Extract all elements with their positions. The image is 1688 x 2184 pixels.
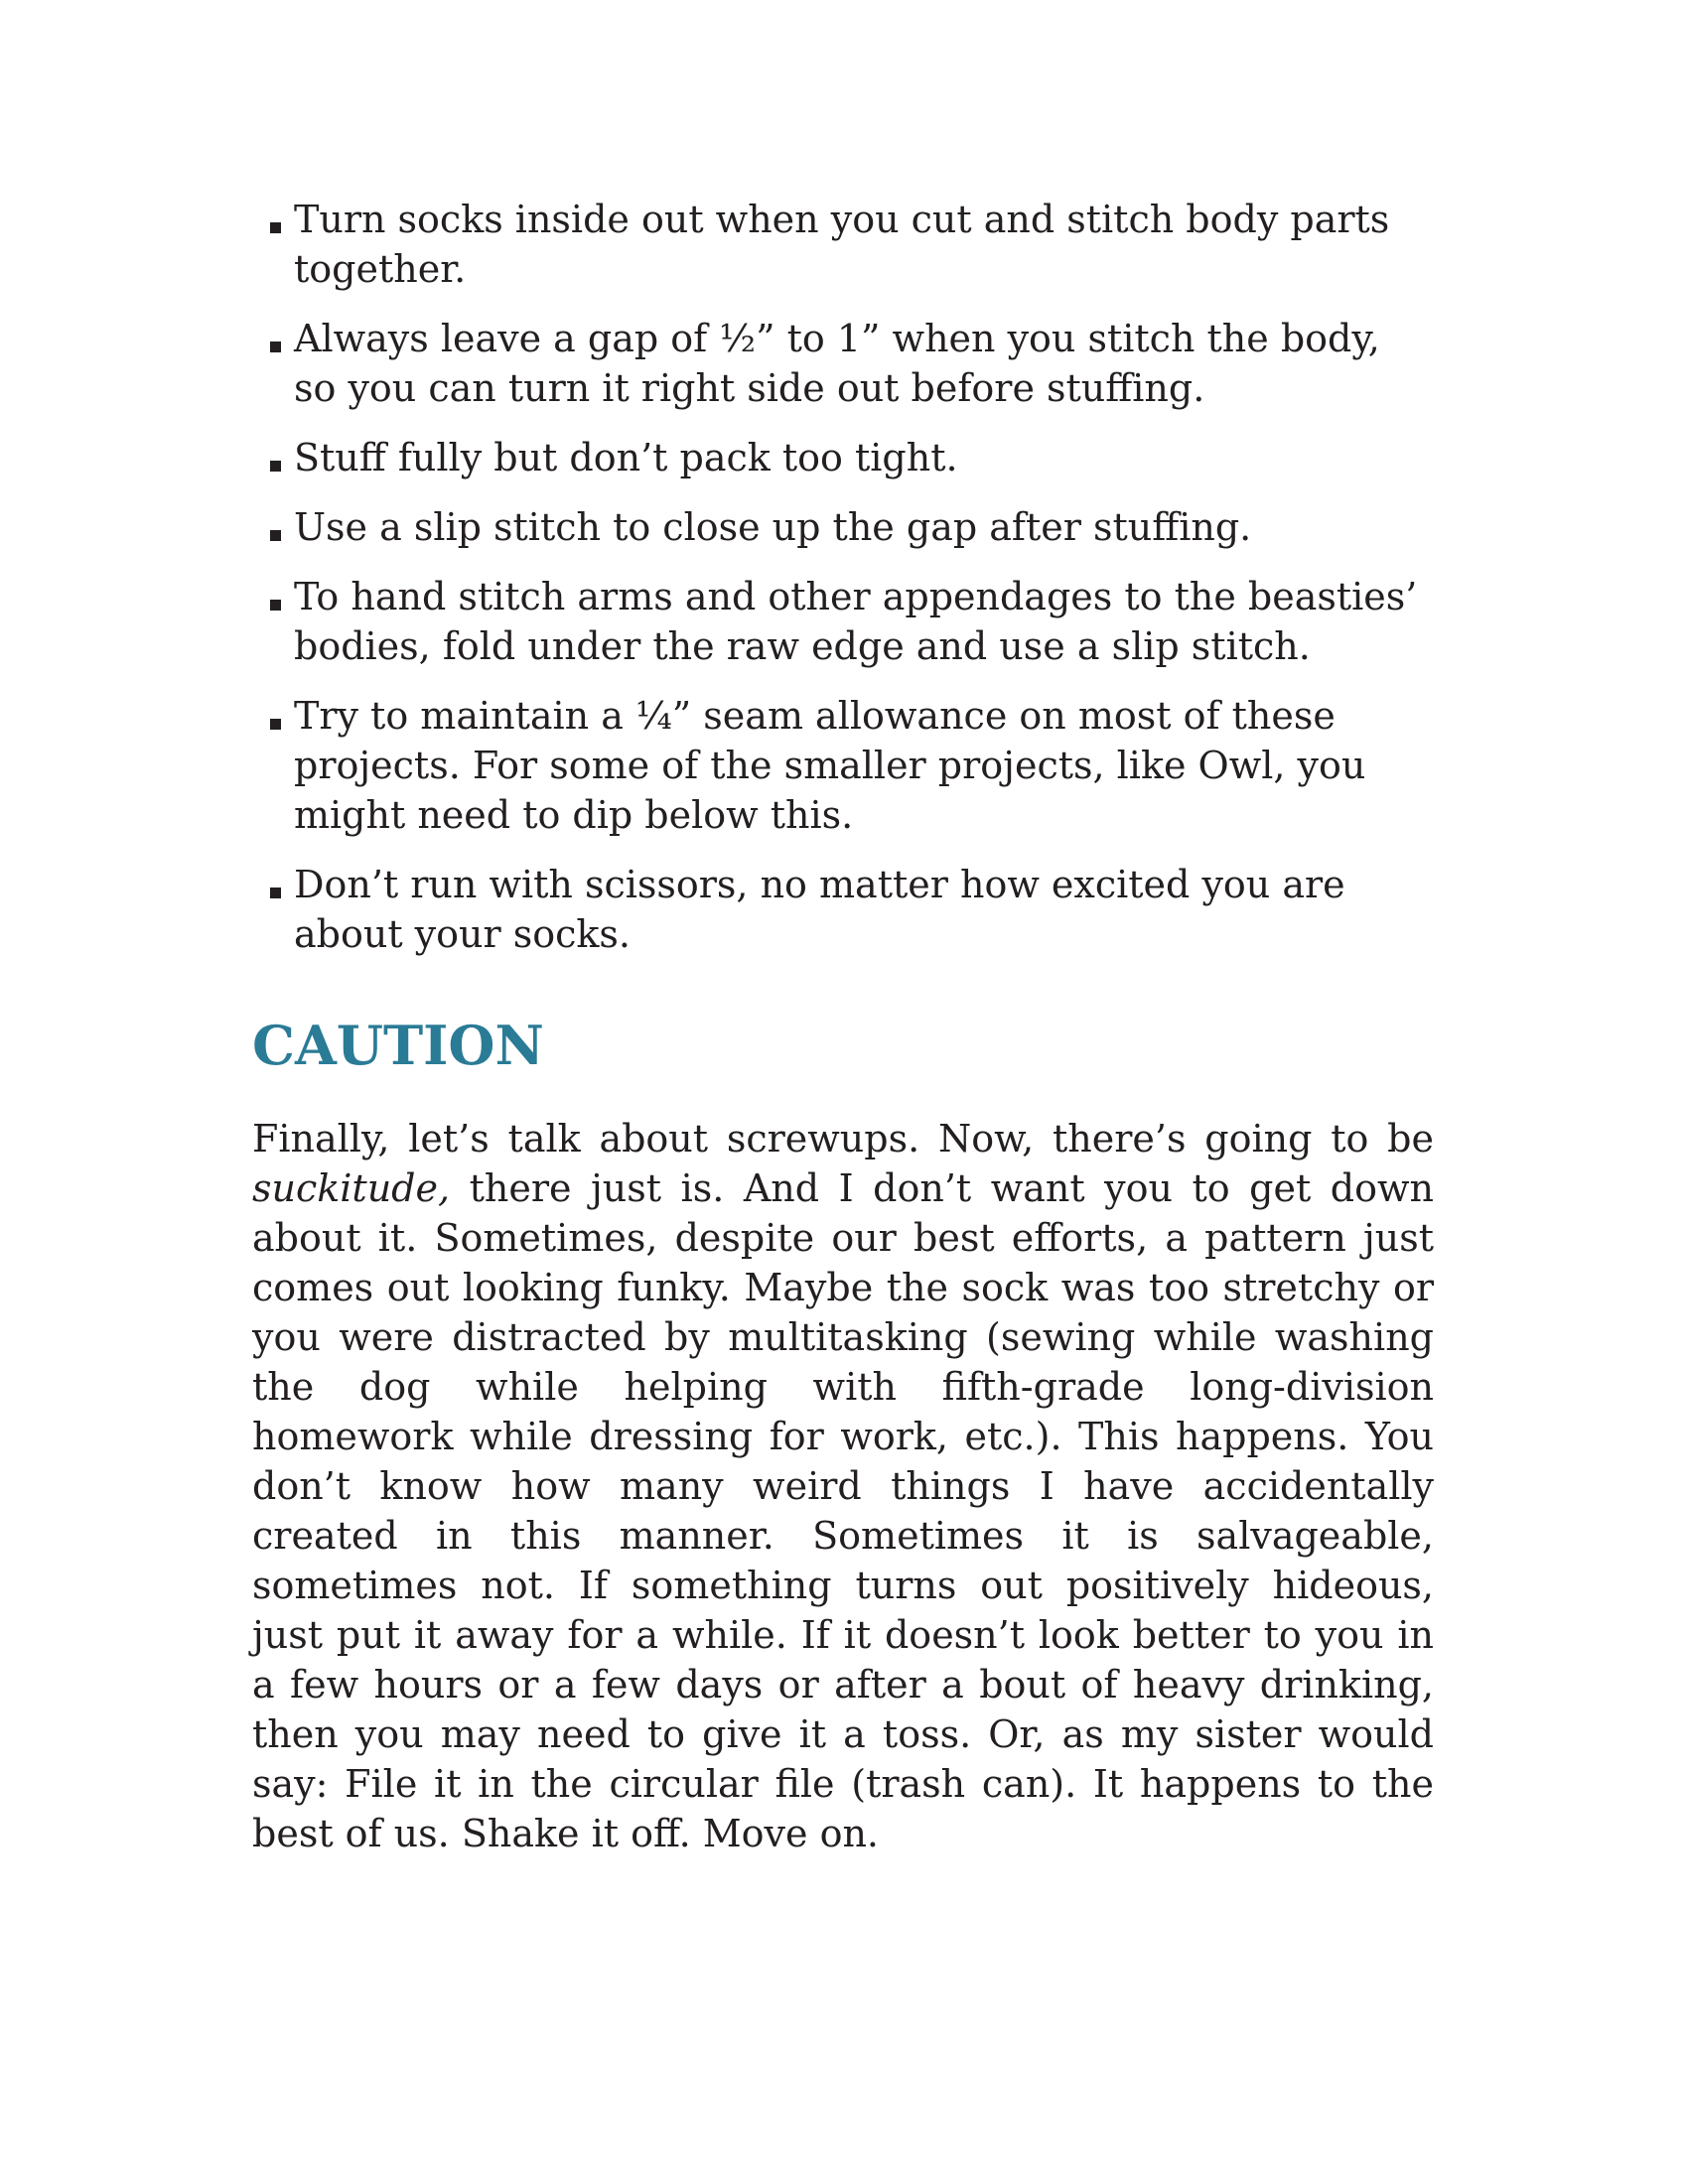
square-bullet-icon xyxy=(270,222,281,233)
caution-emphasis-text: suckitude, xyxy=(252,1166,451,1210)
square-bullet-icon xyxy=(270,887,281,898)
list-item xyxy=(266,691,1428,840)
caution-paragraph xyxy=(252,1114,1434,1858)
list-item xyxy=(266,572,1428,671)
tip-text: Don’t run with scissors, no matter how excited you are about your socks. xyxy=(294,863,1345,956)
tip-text: To hand stitch arms and other appendages to the beasties’ bodies, fold under the raw edge and use a slip stitch. xyxy=(294,575,1418,668)
caution-body-text: there just is. And I don’t want you to get down about it. Sometimes, despite our best efforts, a pattern just comes out looking funky. Maybe the sock was too stretchy or you were distracted by multitasking (sewing while washing the dog while helping with fifth-grade long-division homework while dressing for work, etc.). This happens. You don’t know how many weird things I have accidentally created in this manner. Sometimes it is salvageable, sometimes not. If something turns out positively hideous, just put it away for a while. If it doesn’t look better to you in a few hours or a few days or after a bout of heavy drinking, then you may need to give it a toss. Or, as my sister would say: File it in the circular file (trash can). It happens to the best of us. Shake it off. Move on. xyxy=(252,1166,1434,1855)
list-item xyxy=(266,860,1428,959)
caution-heading: CAUTION xyxy=(252,1014,544,1077)
list-item xyxy=(266,195,1428,294)
square-bullet-icon xyxy=(270,530,281,541)
square-bullet-icon xyxy=(270,341,281,352)
list-item xyxy=(266,502,1428,552)
square-bullet-icon xyxy=(270,600,281,611)
tip-text: Turn socks inside out when you cut and stitch body parts together. xyxy=(294,198,1390,291)
tip-text: Always leave a gap of ½” to 1” when you stitch the body, so you can turn it right side out before stuffing. xyxy=(294,317,1380,410)
square-bullet-icon xyxy=(270,719,281,730)
tips-list xyxy=(266,195,1428,979)
tip-text: Try to maintain a ¼” seam allowance on most of these projects. For some of the smaller projects, like Owl, you might need to dip below this. xyxy=(294,694,1366,837)
list-item xyxy=(266,433,1428,482)
tip-text: Stuff fully but don’t pack too tight. xyxy=(294,436,958,479)
square-bullet-icon xyxy=(270,461,281,472)
list-item xyxy=(266,314,1428,413)
caution-intro-text: Finally, let’s talk about screwups. Now, there’s going to be xyxy=(252,1117,1434,1160)
tip-text: Use a slip stitch to close up the gap after stuffing. xyxy=(294,505,1252,549)
